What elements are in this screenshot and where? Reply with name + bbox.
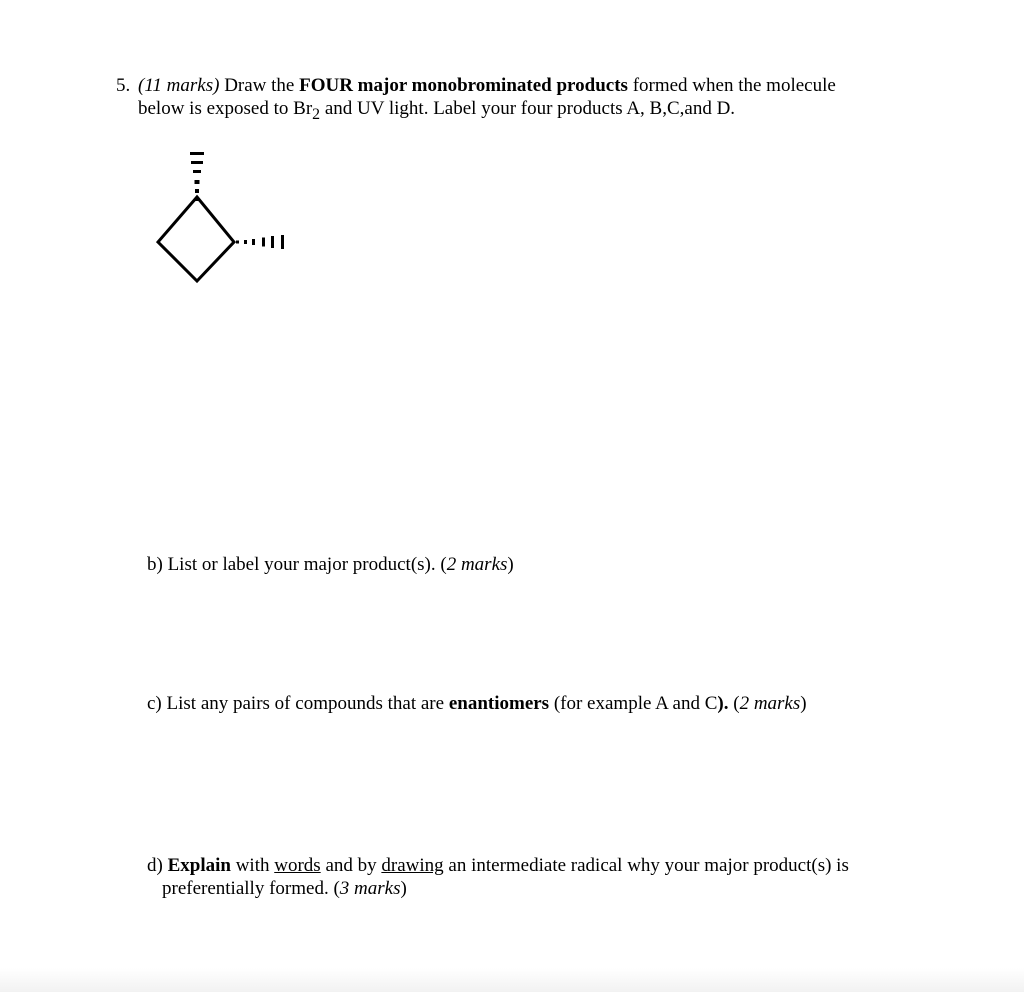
part-d-line-2 <box>147 877 849 900</box>
question-5-line-1 <box>116 74 916 97</box>
question-text-uv: and UV light. Label your four products A, B,C,and D. <box>320 98 736 119</box>
hashed-wedge-right <box>236 235 284 249</box>
question-text-draw: Draw the <box>219 75 300 96</box>
question-bold-four: FOUR major monobrominated products <box>299 75 628 96</box>
question-text-below: below is exposed to Br <box>138 98 313 119</box>
part-d-label: d) <box>147 855 168 876</box>
part-c-example: (for example A and C <box>549 693 718 714</box>
part-b-close: ) <box>507 554 514 575</box>
part-c-open: ( <box>728 693 740 714</box>
page-bottom-shade <box>0 968 1024 992</box>
part-c-bold-close: ). <box>717 693 729 714</box>
part-d <box>147 854 849 900</box>
question-marks: (11 marks) <box>138 75 220 96</box>
part-b <box>147 553 514 576</box>
part-d-underline-drawing: drawing <box>381 855 444 876</box>
hashed-wedge-up <box>190 152 204 201</box>
part-c-marks: 2 marks <box>739 693 801 714</box>
part-d-text-with: with <box>230 855 275 876</box>
part-d-line-1 <box>147 854 849 877</box>
question-5-line-2 <box>116 97 916 126</box>
question-number: 5. <box>116 75 131 96</box>
question-5 <box>116 74 916 126</box>
part-c-text: c) List any pairs of compounds that are <box>147 693 449 714</box>
part-d-bold-explain: Explain <box>167 855 231 876</box>
part-b-marks: 2 marks <box>446 554 508 575</box>
part-c <box>147 692 807 715</box>
part-b-text: b) List or label your major product(s). ( <box>147 554 447 575</box>
question-text-formed: formed when the molecule <box>627 75 836 96</box>
part-d-close: ) <box>400 878 407 899</box>
part-c-close: ) <box>800 693 807 714</box>
part-d-marks: 3 marks <box>339 878 401 899</box>
part-c-bold-enantiomers: enantiomers <box>448 693 550 714</box>
part-d-line-2-text: preferentially formed. ( <box>162 878 340 899</box>
part-d-text-and-by: and by <box>320 855 382 876</box>
bromine-subscript: 2 <box>312 105 321 123</box>
part-d-underline-words: words <box>274 855 321 876</box>
dimethylcyclobutane-structure-icon <box>150 148 300 290</box>
part-d-text-radical: an intermediate radical why your major product(s) is <box>443 855 849 876</box>
